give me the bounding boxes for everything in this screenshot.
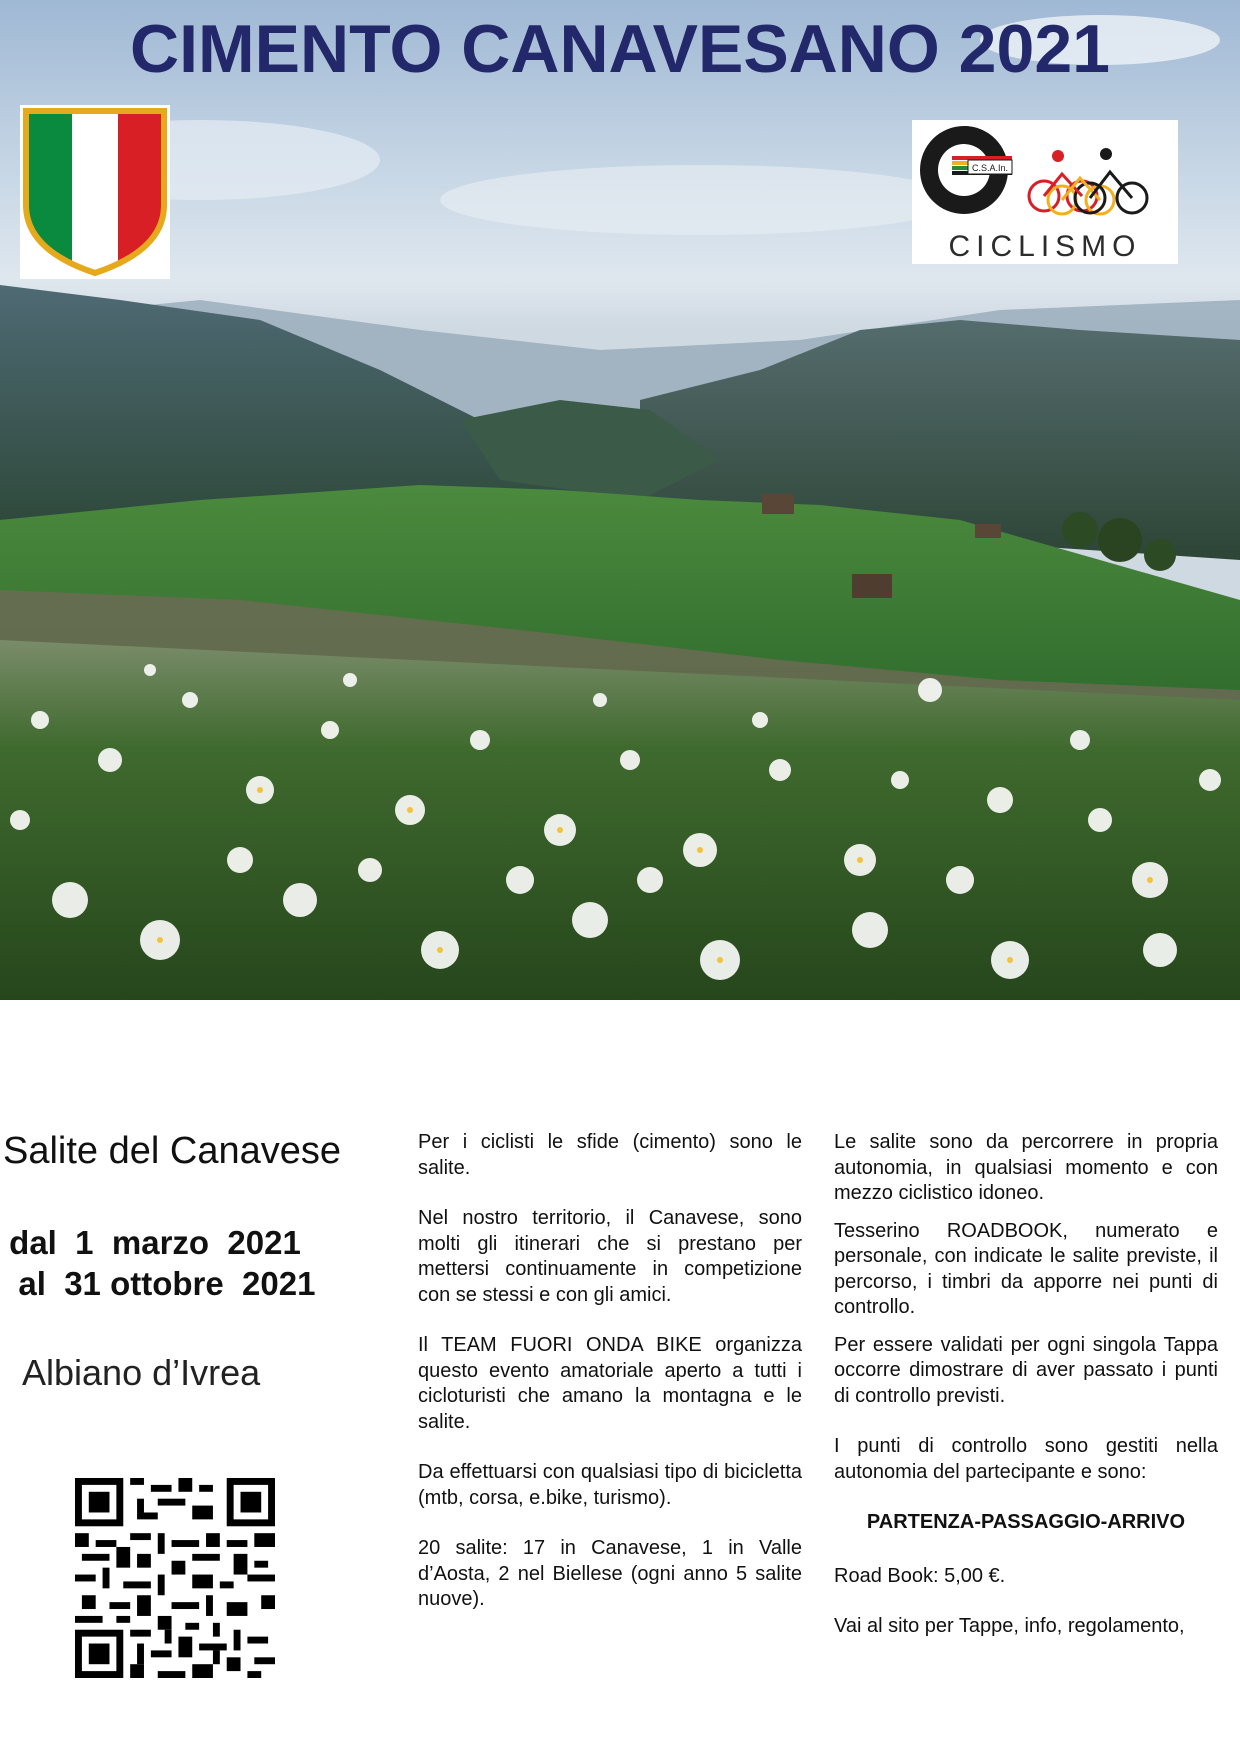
paragraph-territory: Nel nostro territorio, il Canavese, sono molti gli itinerari che si prestano per mettersi continuamente in competizione con se stessi e con gli amici. bbox=[418, 1207, 802, 1306]
csain-badge-text: C.S.A.In. bbox=[971, 163, 1009, 173]
paragraph-intro: Per i ciclisti le sfide (cimento) sono le salite. bbox=[418, 1131, 802, 1179]
right-column bbox=[834, 1130, 1218, 1665]
logo-ciclismo-text: CICLISMO bbox=[948, 230, 1142, 263]
csain-ciclismo-logo bbox=[912, 120, 1178, 264]
paragraph-validation: Per essere validati per ogni singola Tappa occorre dimostrare di aver passato i punti di controllo previsti. bbox=[834, 1333, 1218, 1407]
checkpoint-list: PARTENZA-PASSAGGIO-ARRIVO bbox=[866, 1511, 1186, 1533]
paragraph-climbs: 20 salite: 17 in Canavese, 1 in Valle d’Aosta, 2 nel Biellese (ogni anno 5 salite nuove). bbox=[418, 1537, 802, 1610]
location: Albiano d’Ivrea bbox=[22, 1352, 261, 1393]
date-end: al 31 ottobre 2021 bbox=[0, 1265, 316, 1302]
paragraph-autonomy: Le salite sono da percorrere in propria autonomia, in qualsiasi momento e con mezzo ciclistico idoneo. bbox=[834, 1131, 1218, 1204]
date-range bbox=[0, 1222, 400, 1304]
qr-code-icon[interactable] bbox=[75, 1478, 275, 1678]
website-note: Vai al sito per Tappe, info, regolamento, bbox=[834, 1615, 1185, 1637]
paragraph-roadbook: Tesserino ROADBOOK, numerato e personale, con indicate le salite previste, il percorso, i timbri da apporre nei punti di controllo. bbox=[834, 1219, 1218, 1318]
paragraph-bikes: Da effettuarsi con qualsiasi tipo di bicicletta (mtb, corsa, e.bike, turismo). bbox=[418, 1461, 802, 1509]
poster-title: CIMENTO CANAVESANO 2021 bbox=[130, 11, 1110, 87]
date-start: dal 1 marzo 2021 bbox=[0, 1224, 301, 1261]
csain-logo-icon bbox=[912, 120, 1178, 230]
roadbook-price: Road Book: 5,00 €. bbox=[834, 1564, 1006, 1587]
paragraph-checkpoints: I punti di controllo sono gestiti nella autonomia del partecipante e sono: bbox=[834, 1435, 1218, 1483]
middle-column bbox=[418, 1130, 802, 1638]
italian-shield-icon bbox=[20, 105, 170, 279]
paragraph-organizer: Il TEAM FUORI ONDA BIKE organizza questo evento amatoriale aperto a tutti i cicloturisti che amano la montagna e le salite. bbox=[418, 1334, 802, 1433]
subtitle: Salite del Canavese bbox=[3, 1130, 341, 1172]
